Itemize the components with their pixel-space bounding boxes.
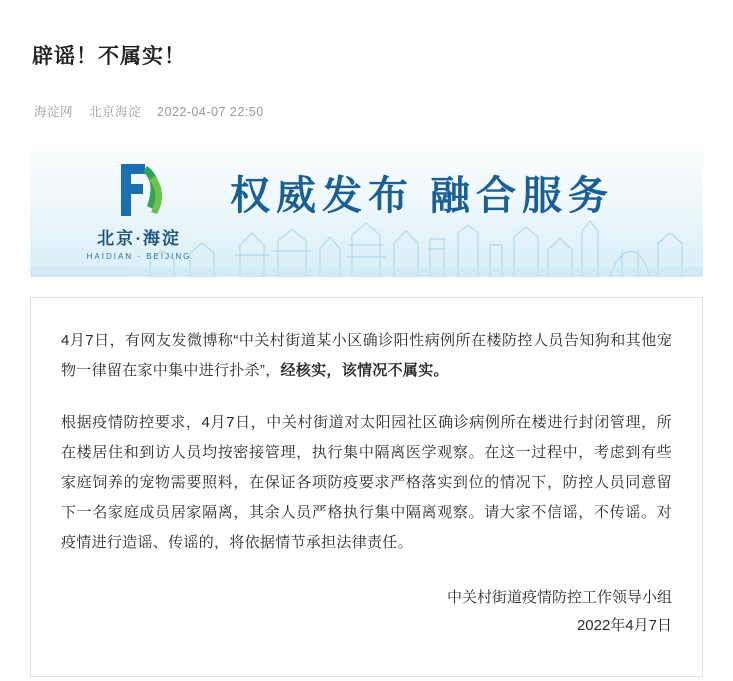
logo-text-chinese: 北京·海淀 xyxy=(97,228,181,248)
logo-mark-icon xyxy=(107,160,171,220)
meta-location: 北京海淀 xyxy=(89,104,142,119)
page-title: 辟谣！不属实！ xyxy=(32,45,186,69)
signature-block xyxy=(61,584,672,640)
paragraph-1-text: 4月7日，有网友发微博称“中关村街道某小区确诊阳性病例所在楼防控人员告知狗和其他宠物一律留在家中集中进行扑杀”， xyxy=(61,331,672,379)
signature-organization: 中关村街道疫情防控工作领导小组 xyxy=(446,588,672,606)
paragraph-1 xyxy=(61,326,672,386)
article-body xyxy=(30,297,703,677)
article-page xyxy=(0,14,733,681)
meta-source: 海淀网 xyxy=(34,104,74,119)
promotional-banner xyxy=(30,142,703,277)
banner-slogan: 权威发布 融合服务 xyxy=(230,172,614,218)
paragraph-2: 根据疫情防控要求，4月7日，中关村街道对太阳园社区确诊病例所在楼进行封闭管理，所在楼居住和到访人员均按密接管理，执行集中隔离医学观察。在这一过程中，考虑到有些家庭饲养的宠物需要照料，在保证各项防疫要求严格落实到位的情况下，防控人员同意留下一名家庭成员居家隔离，其余人员严格执行集中隔离观察。请大家不信谣，不传谣。对疫情进行造谣、传谣的，将依据情节承担法律责任。 xyxy=(61,413,672,551)
meta-datetime: 2022-04-07 22:50 xyxy=(157,104,264,119)
article-meta xyxy=(0,86,733,120)
logo-text-english: HAIDIAN · BEIJING xyxy=(86,251,192,261)
haidian-logo xyxy=(64,160,214,260)
paragraph-1-emphasis: 经核实，该情况不属实。 xyxy=(280,361,449,379)
signature-date: 2022年4月7日 xyxy=(576,616,672,634)
